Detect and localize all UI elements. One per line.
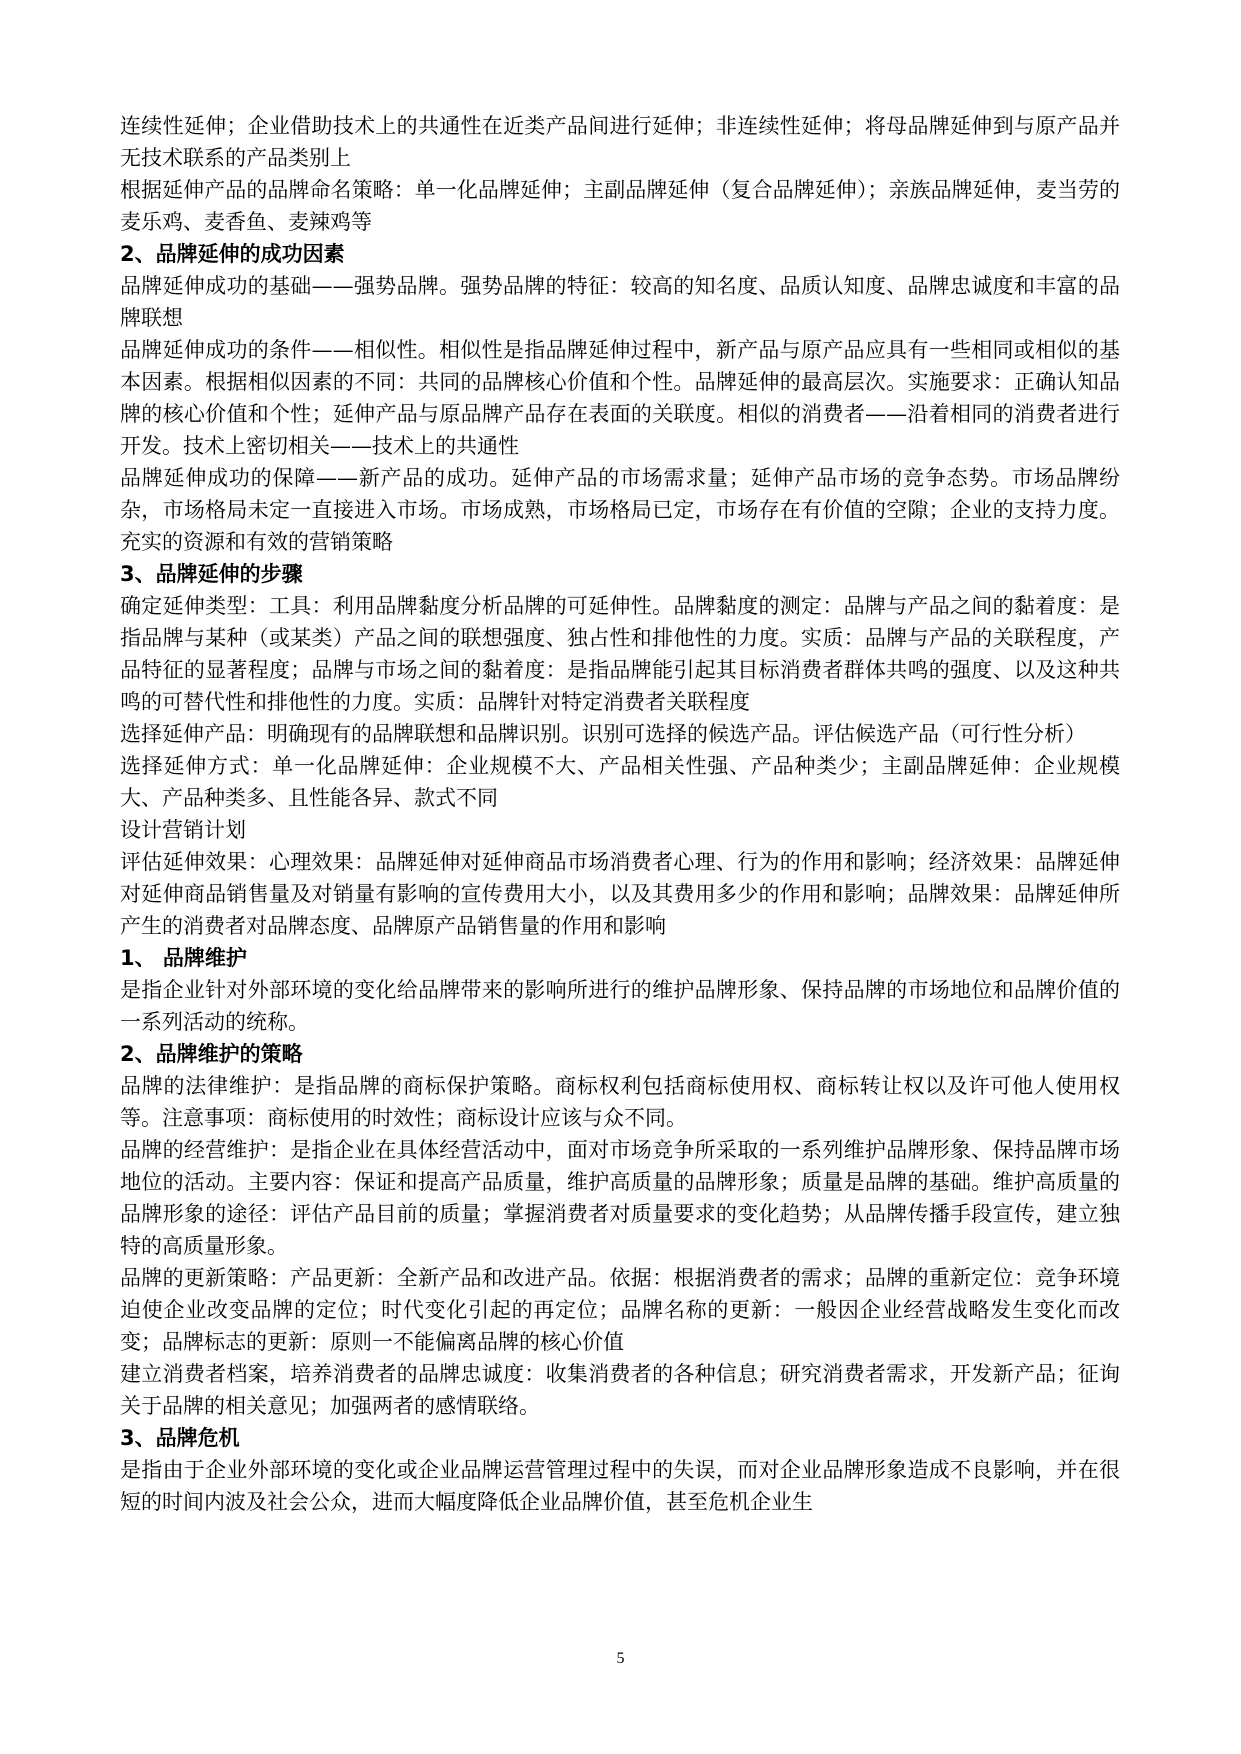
paragraph: 建立消费者档案，培养消费者的品牌忠诚度：收集消费者的各种信息；研究消费者需求，开发新产品；征询关于品牌的相关意见；加强两者的感情联络。 bbox=[120, 1362, 1120, 1418]
document-page bbox=[120, 110, 1120, 1518]
paragraph: 品牌延伸成功的保障——新产品的成功。延伸产品的市场需求量；延伸产品市场的竞争态势。市场品牌纷杂，市场格局未定一直接进入市场。市场成熟，市场格局已定，市场存在有价值的空隙；企业的支持力度。充实的资源和有效的营销策略 bbox=[120, 466, 1120, 554]
paragraph: 品牌延伸成功的条件——相似性。相似性是指品牌延伸过程中，新产品与原产品应具有一些相同或相似的基本因素。根据相似因素的不同：共同的品牌核心价值和个性。品牌延伸的最高层次。实施要求：正确认知品牌的核心价值和个性；延伸产品与原品牌产品存在表面的关联度。相似的消费者——沿着相同的消费者进行开发。技术上密切相关——技术上的共通性 bbox=[120, 338, 1120, 458]
paragraph: 是指企业针对外部环境的变化给品牌带来的影响所进行的维护品牌形象、保持品牌的市场地位和品牌价值的一系列活动的统称。 bbox=[120, 978, 1120, 1034]
page-number: 5 bbox=[616, 1650, 625, 1667]
section-heading: 2、品牌维护的策略 bbox=[120, 1042, 303, 1066]
paragraph: 确定延伸类型：工具：利用品牌黏度分析品牌的可延伸性。品牌黏度的测定：品牌与产品之间的黏着度：是指品牌与某种（或某类）产品之间的联想强度、独占性和排他性的力度。实质：品牌与产品的关联程度，产品特征的显著程度；品牌与市场之间的黏着度：是指品牌能引起其目标消费者群体共鸣的强度、以及这种共鸣的可替代性和排他性的力度。实质：品牌针对特定消费者关联程度 bbox=[120, 594, 1120, 714]
paragraph: 选择延伸产品：明确现有的品牌联想和品牌识别。识别可选择的候选产品。评估候选产品（可行性分析） bbox=[120, 722, 1086, 746]
paragraph: 品牌的法律维护：是指品牌的商标保护策略。商标权利包括商标使用权、商标转让权以及许可他人使用权等。注意事项：商标使用的时效性；商标设计应该与众不同。 bbox=[120, 1074, 1120, 1130]
paragraph: 连续性延伸；企业借助技术上的共通性在近类产品间进行延伸；非连续性延伸；将母品牌延伸到与原产品并无技术联系的产品类别上 bbox=[120, 114, 1120, 170]
section-heading: 3、品牌延伸的步骤 bbox=[120, 562, 303, 586]
paragraph: 根据延伸产品的品牌命名策略：单一化品牌延伸；主副品牌延伸（复合品牌延伸）；亲族品牌延伸，麦当劳的麦乐鸡、麦香鱼、麦辣鸡等 bbox=[120, 178, 1120, 234]
paragraph: 评估延伸效果：心理效果：品牌延伸对延伸商品市场消费者心理、行为的作用和影响；经济效果：品牌延伸对延伸商品销售量及对销量有影响的宣传费用大小，以及其费用多少的作用和影响；品牌效果：品牌延伸所产生的消费者对品牌态度、品牌原产品销售量的作用和影响 bbox=[120, 850, 1120, 938]
paragraph: 设计营销计划 bbox=[120, 818, 246, 842]
paragraph: 是指由于企业外部环境的变化或企业品牌运营管理过程中的失误，而对企业品牌形象造成不良影响，并在很短的时间内波及社会公众，进而大幅度降低企业品牌价值，甚至危机企业生 bbox=[120, 1458, 1120, 1514]
section-heading: 3、品牌危机 bbox=[120, 1426, 240, 1450]
paragraph: 选择延伸方式：单一化品牌延伸：企业规模不大、产品相关性强、产品种类少；主副品牌延伸：企业规模大、产品种类多、且性能各异、款式不同 bbox=[120, 754, 1120, 810]
paragraph: 品牌延伸成功的基础——强势品牌。强势品牌的特征：较高的知名度、品质认知度、品牌忠诚度和丰富的品牌联想 bbox=[120, 274, 1120, 330]
paragraph: 品牌的更新策略：产品更新：全新产品和改进产品。依据：根据消费者的需求；品牌的重新定位：竞争环境迫使企业改变品牌的定位；时代变化引起的再定位；品牌名称的更新：一般因企业经营战略发生变化而改变；品牌标志的更新：原则一不能偏离品牌的核心价值 bbox=[120, 1266, 1120, 1354]
paragraph: 品牌的经营维护：是指企业在具体经营活动中，面对市场竞争所采取的一系列维护品牌形象、保持品牌市场地位的活动。主要内容：保证和提高产品质量，维护高质量的品牌形象；质量是品牌的基础。维护高质量的品牌形象的途径：评估产品目前的质量；掌握消费者对质量要求的变化趋势；从品牌传播手段宣传，建立独特的高质量形象。 bbox=[120, 1138, 1120, 1258]
section-heading: 1、 品牌维护 bbox=[120, 946, 247, 970]
body-text bbox=[120, 110, 1120, 1518]
section-heading: 2、品牌延伸的成功因素 bbox=[120, 242, 345, 266]
